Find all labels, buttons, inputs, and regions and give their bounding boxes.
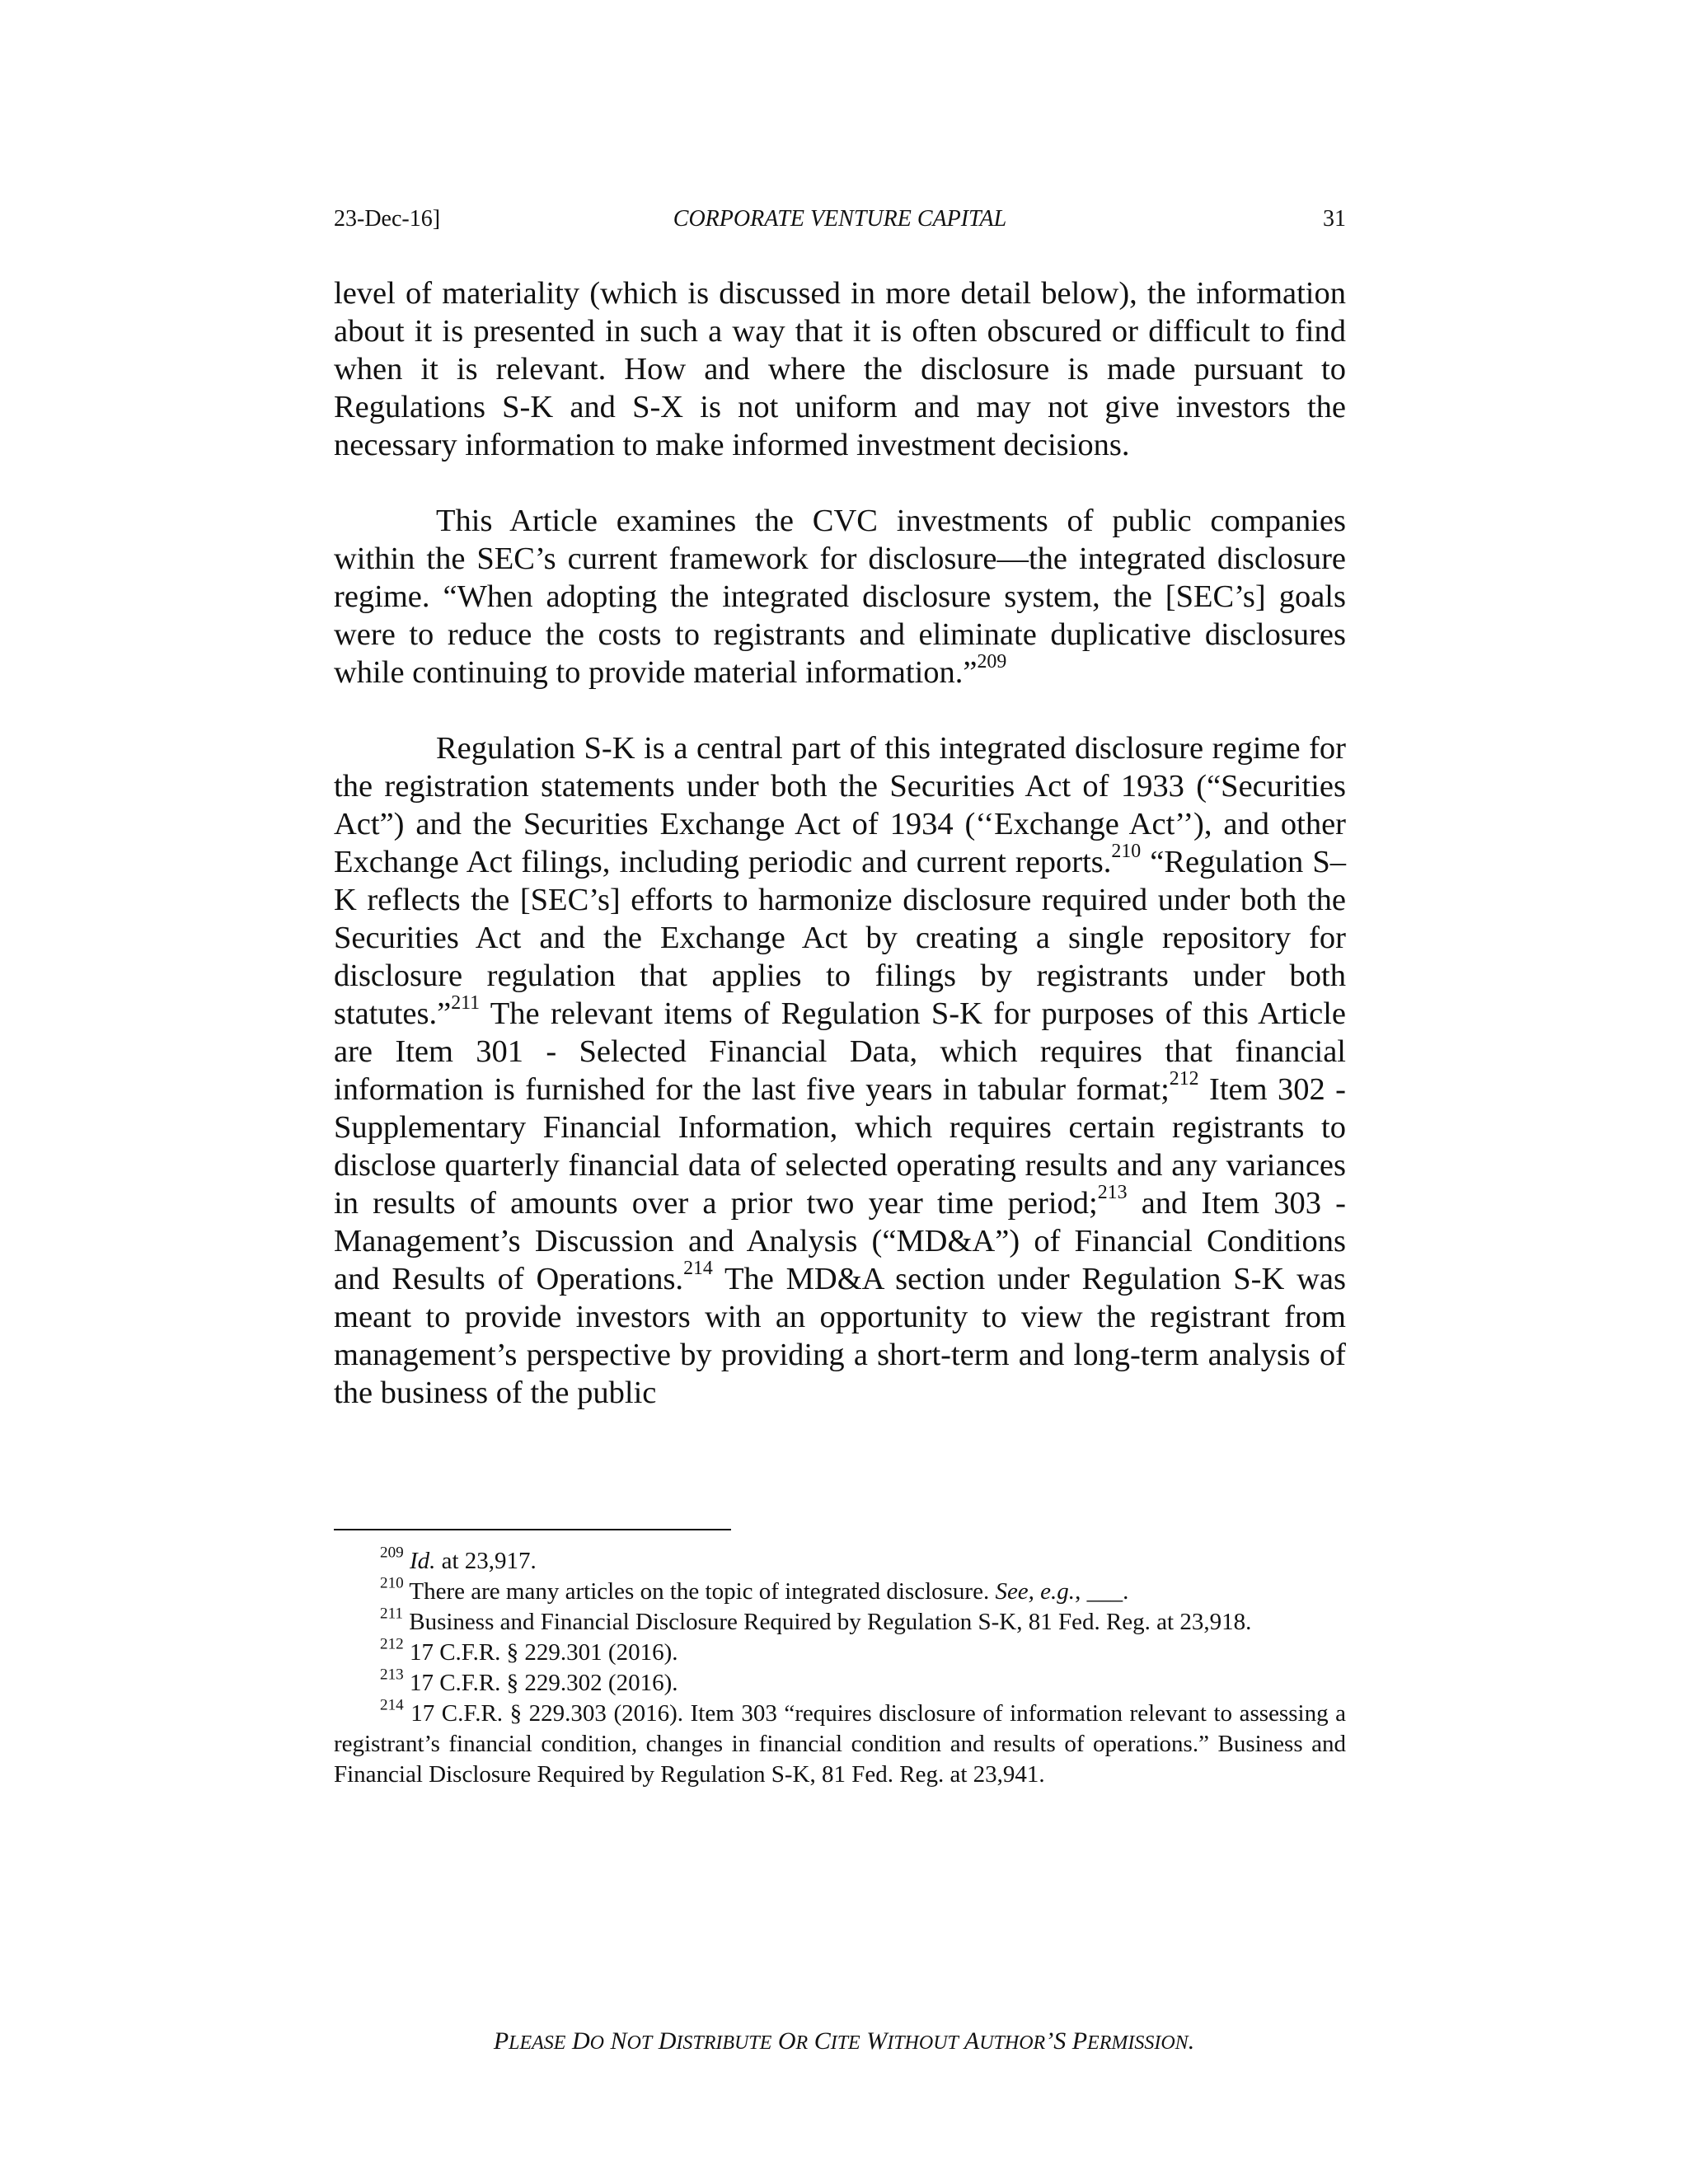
footnote-number: 209 <box>380 1544 404 1562</box>
page-number: 31 <box>1323 206 1346 232</box>
footnote-text: There are many articles on the topic of integrated disclosure. <box>403 1578 996 1605</box>
paragraph-3-text-a: Regulation S-K is a central part of this integrated disclosure regime for the registration statements under both the Securities Act of 1933 (“Securities Act”) and the Securities Exchange Act of 1934 (‘‘Exchange Act’’), and other Exchange Act filings, including periodic and current reports. <box>334 731 1346 879</box>
footnote-number: 210 <box>380 1574 404 1592</box>
paragraph-3-text-e: and Item 303 - Management’s Discussion and Analysis (“MD&A”) of Financial Conditions and Results of Operations. <box>334 1186 1347 1296</box>
paragraph-3 <box>334 729 1346 1412</box>
paragraph-3-text-b: “Regulation S–K reflects the [SEC’s] efforts to harmonize disclosure required under both the Securities Act and the Exchange Act by creating a single repository for disclosure regulation that applies to filings by registrants under both statutes.” <box>334 845 1347 1031</box>
paragraph-1: level of materiality (which is discussed in more detail below), the information about it is presented in such a way that it is often obscured or difficult to find when it is relevant. How and where the disclosure is made pursuant to Regulations S-K and S-X is not uniform and may not give investors the necessary information to make informed investment decisions. <box>334 276 1346 462</box>
paragraph-2 <box>334 502 1346 691</box>
footnote-ref-210[interactable]: 210 <box>1111 841 1142 863</box>
footnote-213 <box>334 1668 1346 1699</box>
footnote-text: Business and Financial Disclosure Required by Regulation S-K, 81 Fed. Reg. at 23,918. <box>402 1609 1252 1635</box>
footnote-separator <box>334 1529 731 1530</box>
footnote-tail: , ___. <box>1075 1578 1129 1605</box>
footnote-ref-211[interactable]: 211 <box>451 992 481 1015</box>
footnote-number: 214 <box>380 1696 404 1714</box>
footnote-text: 17 C.F.R. § 229.301 (2016). <box>403 1639 678 1666</box>
paragraph-3-text-d: Item 302 - Supplementary Financial Information, which requires certain registrants to disclose quarterly financial data of selected operating results and any variances in results of amounts over a prior two year time period; <box>334 1072 1346 1221</box>
footnotes <box>334 1546 1346 1790</box>
footnote-ref-214[interactable]: 214 <box>683 1258 713 1280</box>
footnote-text: 17 C.F.R. § 229.302 (2016). <box>403 1670 678 1696</box>
paragraph-2-text: This Article examines the CVC investments of public companies within the SEC’s current framework for disclosure—the integrated disclosure regime. “When adopting the integrated disclosure system, the [SEC’s] goals were to reduce the costs to registrants and eliminate duplicative disclosures while continuing to provide material information.” <box>334 504 1346 690</box>
running-header <box>334 206 1346 239</box>
footnote-211 <box>334 1607 1346 1638</box>
header-title: CORPORATE VENTURE CAPITAL <box>673 206 1007 232</box>
main-text <box>334 274 1346 1450</box>
footnote-209 <box>334 1546 1346 1577</box>
footnote-214 <box>334 1696 1346 1790</box>
header-date: 23-Dec-16] <box>334 206 441 232</box>
paragraph-3-text-c: The relevant items of Regulation S-K for purposes of this Article are Item 301 - Selected Financial Data, which requires that financial information is furnished for the last five years in tabular format; <box>334 996 1346 1107</box>
footnote-ref-213[interactable]: 213 <box>1097 1182 1128 1204</box>
footnote-signal: See, e.g. <box>995 1578 1076 1605</box>
footnote-number: 211 <box>380 1605 403 1623</box>
footnote-cite: Id. <box>409 1548 436 1574</box>
distribution-notice: PLEASE DO NOT DISTRIBUTE OR CITE WITHOUT AUTHOR’S PERMISSION. <box>493 2027 1195 2055</box>
footnote-212 <box>334 1635 1346 1668</box>
footnote-ref-209[interactable]: 209 <box>977 651 1007 673</box>
footnote-text: 17 C.F.R. § 229.303 (2016). Item 303 “requires disclosure of information relevant to assessing a registrant’s financial condition, changes in financial condition and results of operations.” Business and Financial Disclosure Required by Regulation S-K, 81 Fed. Reg. at 23,941. <box>334 1700 1346 1788</box>
footnote-ref-212[interactable]: 212 <box>1169 1068 1199 1090</box>
paragraph-3-text-f: The MD&A section under Regulation S-K was meant to provide investors with an opportunity to view the registrant from management’s perspective by providing a short-term and long-term analysis of the business of the public <box>334 1262 1347 1410</box>
footnote-number: 213 <box>380 1666 404 1684</box>
footnote-210 <box>334 1574 1346 1607</box>
footnote-number: 212 <box>380 1635 404 1653</box>
footnote-text: at 23,917. <box>435 1548 537 1574</box>
